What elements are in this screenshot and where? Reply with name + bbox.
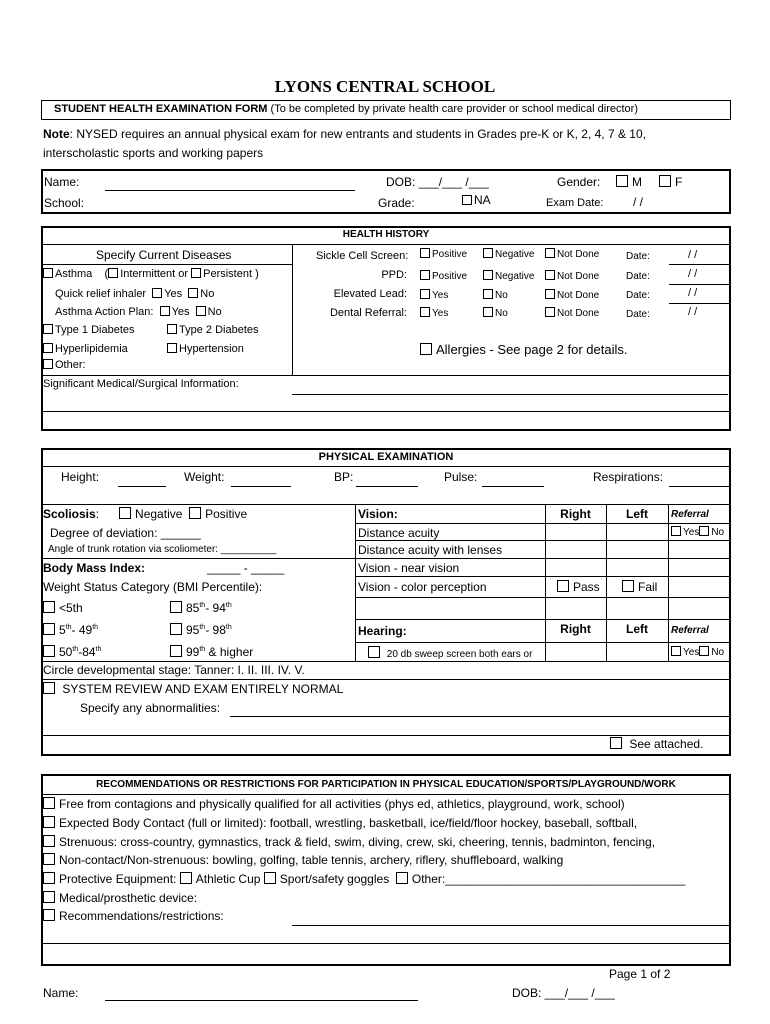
note-label: Note	[43, 127, 70, 141]
divider	[355, 576, 730, 577]
option-label: 5	[59, 623, 66, 637]
date-label: Date:	[626, 309, 650, 320]
bmi-label: Body Mass Index:	[43, 561, 146, 575]
pass-label: Pass	[573, 580, 600, 594]
exam-date-field[interactable]: / /	[633, 195, 644, 209]
option-label: No	[495, 290, 508, 301]
percentile-50-84[interactable]	[43, 645, 101, 659]
option-label: -84	[78, 645, 96, 659]
checkbox[interactable]	[483, 248, 493, 258]
date-field[interactable]: / /	[688, 306, 698, 318]
sup: th	[65, 624, 72, 631]
rec-label: Protective Equipment:	[59, 872, 177, 886]
sup: th	[92, 624, 99, 631]
fail-checkbox[interactable]	[622, 580, 634, 592]
option-label: - 49	[71, 623, 93, 637]
intermittent-checkbox[interactable]	[108, 268, 118, 278]
goggles-label: Sport/safety goggles	[279, 872, 390, 886]
dental-a[interactable]	[420, 307, 448, 319]
na-checkbox[interactable]	[462, 195, 472, 205]
vision-label: Vision:	[358, 507, 398, 521]
gender-f[interactable]	[659, 175, 682, 189]
allergies-checkbox[interactable]	[420, 343, 432, 355]
yes-label: Yes	[683, 647, 700, 658]
rec-label: Expected Body Contact (full or limited): football, wrestling, basketball, ice/field/floor hockey, baseball, softball,	[59, 816, 638, 830]
persistent-checkbox[interactable]	[191, 268, 201, 278]
left-header: Left	[626, 622, 648, 636]
percentile-95-98[interactable]	[170, 623, 232, 637]
positive-label: Positive	[205, 507, 248, 521]
checkbox[interactable]	[43, 891, 55, 903]
color-perception: Vision - color perception	[358, 580, 487, 594]
footer-name-label: Name:	[43, 986, 79, 1000]
checkbox[interactable]	[483, 289, 493, 299]
dob-field[interactable]: DOB: ___/___ /___	[386, 175, 489, 189]
system-normal-label: SYSTEM REVIEW AND EXAM ENTIRELY NORMAL	[62, 682, 344, 696]
form-title-text: STUDENT HEALTH EXAMINATION FORM	[54, 103, 268, 115]
divider	[42, 504, 730, 505]
date-label: Date:	[626, 271, 650, 282]
checkbox[interactable]	[170, 623, 182, 635]
goggles-checkbox[interactable]	[264, 872, 276, 884]
quick-no-checkbox[interactable]	[188, 288, 198, 298]
name-label: Name:	[44, 175, 80, 189]
gender-m-label: M	[632, 175, 642, 189]
divider	[42, 375, 730, 376]
yes-label: Yes	[683, 527, 700, 538]
rec-item[interactable]	[43, 797, 625, 811]
sweep-checkbox[interactable]	[368, 646, 380, 658]
checkbox[interactable]	[43, 835, 55, 847]
ppd-b[interactable]	[483, 270, 534, 282]
allergies-label: Allergies - See page 2 for details.	[436, 342, 628, 357]
type2-label: Type 2 Diabetes	[179, 324, 259, 336]
divider	[355, 558, 730, 559]
date-field[interactable]: / /	[688, 287, 698, 299]
divider	[42, 411, 730, 412]
form-title	[54, 103, 638, 115]
sickle-label: Sickle Cell Screen:	[316, 250, 409, 262]
type2-row	[167, 324, 259, 336]
divider	[355, 619, 730, 620]
divider	[355, 504, 356, 661]
system-normal[interactable]	[43, 682, 343, 696]
checkbox[interactable]	[545, 270, 555, 280]
option-label: <5th	[59, 601, 83, 615]
percentile-lt5[interactable]	[43, 601, 83, 615]
hypertension-row	[167, 343, 244, 355]
checkbox[interactable]	[43, 623, 55, 635]
pulse-label: Pulse:	[444, 470, 478, 484]
other-checkbox[interactable]	[396, 872, 408, 884]
physical-exam-header: PHYSICAL EXAMINATION	[318, 451, 454, 463]
action-plan-label: Asthma Action Plan:	[55, 306, 154, 318]
persistent-label: Persistent )	[203, 268, 259, 280]
asthma-row	[43, 268, 259, 280]
sup: th	[199, 646, 206, 653]
health-history-header: HEALTH HISTORY	[342, 229, 430, 240]
checkbox[interactable]	[420, 289, 430, 299]
checkbox[interactable]	[483, 307, 493, 317]
type1-checkbox[interactable]	[43, 324, 53, 334]
gender-f-label: F	[675, 175, 683, 189]
divider	[42, 244, 730, 245]
divider	[606, 504, 607, 661]
page-number: Page 1 of 2	[609, 967, 671, 981]
referral-header: Referral	[671, 509, 709, 520]
hearing-referral	[671, 646, 724, 658]
dental-c[interactable]	[545, 307, 599, 319]
divider	[42, 943, 730, 944]
checkbox[interactable]	[483, 270, 493, 280]
yes-label: Yes	[164, 288, 183, 300]
asthma-checkbox[interactable]	[43, 268, 53, 278]
other-row	[43, 359, 86, 371]
divider	[668, 504, 669, 661]
type1-label: Type 1 Diabetes	[55, 324, 135, 336]
weight-status-label: Weight Status Category (BMI Percentile):	[43, 580, 263, 594]
sup: th	[95, 646, 102, 653]
option-label: Positive	[432, 249, 468, 260]
option-label: Not Done	[557, 271, 600, 282]
referral-yes-checkbox[interactable]	[671, 526, 681, 536]
lead-c[interactable]	[545, 289, 599, 301]
scoliosis-positive-checkbox[interactable]	[189, 507, 201, 519]
significant-line[interactable]	[292, 394, 728, 395]
sickle-b[interactable]	[483, 248, 534, 260]
rec-label: Strenuous: cross-country, gymnastics, track & field, swim, diving, crew, ski, cheering, tennis, badminton, fencing,	[59, 835, 656, 849]
option-label: 95	[186, 623, 200, 637]
option-label: Yes	[432, 290, 449, 301]
divider	[355, 540, 730, 541]
note	[43, 127, 646, 141]
date-line	[669, 264, 729, 265]
color-fail[interactable]	[622, 580, 657, 594]
divider	[292, 244, 293, 376]
restrictions-line[interactable]	[292, 925, 729, 926]
date-line	[669, 303, 729, 304]
other-label: Other:	[55, 359, 86, 371]
rec-medical[interactable]	[43, 891, 197, 905]
athletic-cup-checkbox[interactable]	[180, 872, 192, 884]
sup: th	[199, 624, 206, 631]
ppd-c[interactable]	[545, 270, 599, 282]
divider	[42, 794, 730, 795]
distance-acuity: Distance acuity	[358, 526, 440, 540]
significant-label: Significant Medical/Surgical Information:	[43, 378, 239, 390]
pass-checkbox[interactable]	[557, 580, 569, 592]
gender-f-checkbox[interactable]	[659, 175, 671, 187]
scoliosis-row	[43, 507, 247, 521]
divider	[42, 558, 355, 559]
checkbox[interactable]	[170, 645, 182, 657]
bmi-field[interactable]: _____ - _____	[207, 561, 285, 575]
hypertension-checkbox[interactable]	[167, 343, 177, 353]
option-label: Not Done	[557, 290, 600, 301]
hearing-label: Hearing:	[358, 624, 407, 638]
other-label: Other:____________________________________	[411, 872, 686, 886]
respirations-label: Respirations:	[593, 470, 664, 484]
checkbox[interactable]	[43, 853, 55, 865]
dental-b[interactable]	[483, 307, 508, 319]
checkbox[interactable]	[43, 797, 55, 809]
referral-no-checkbox[interactable]	[699, 646, 709, 656]
intermittent-label: Intermittent or	[120, 268, 189, 280]
quick-relief-row	[55, 288, 214, 300]
divider	[42, 466, 730, 467]
lead-label: Elevated Lead:	[333, 288, 407, 300]
hyperlipidemia-checkbox[interactable]	[43, 343, 53, 353]
bp-label: BP:	[334, 470, 354, 484]
form-subtitle: (To be completed by private health care provider or school medical director)	[270, 103, 638, 115]
hyperlipidemia-label: Hyperlipidemia	[55, 343, 128, 355]
negative-label: Negative	[135, 507, 183, 521]
school-label: School:	[44, 196, 85, 210]
footer-dob[interactable]: DOB: ___/___ /___	[512, 986, 615, 1000]
footer-name-line[interactable]	[105, 1000, 418, 1001]
checkbox[interactable]	[43, 909, 55, 921]
type1-row	[43, 324, 135, 336]
sweep-label: 20 db sweep screen both ears or	[386, 649, 533, 660]
left-header: Left	[626, 507, 648, 521]
checkbox[interactable]	[420, 248, 430, 258]
name-line[interactable]	[105, 190, 355, 191]
scoliosis-label: Scoliosis	[43, 507, 96, 521]
divider	[42, 735, 730, 736]
option-label: Positive	[432, 271, 468, 282]
percentile-99[interactable]	[170, 645, 253, 659]
dental-label: Dental Referral:	[329, 307, 407, 319]
right-header: Right	[560, 507, 591, 521]
sickle-a[interactable]	[420, 248, 467, 260]
divider	[355, 642, 730, 643]
color-pass[interactable]	[557, 580, 600, 594]
quick-yes-checkbox[interactable]	[152, 288, 162, 298]
note-text-2: interscholastic sports and working papers	[43, 146, 264, 160]
sup: th	[199, 602, 206, 609]
athletic-cup-label: Athletic Cup	[195, 872, 261, 886]
option-label: & higher	[208, 645, 254, 659]
rec-label: Non-contact/Non-strenuous: bowling, golfing, table tennis, archery, riflery, shuffleboard, walking	[59, 853, 564, 867]
lead-a[interactable]	[420, 289, 448, 301]
sickle-c[interactable]	[545, 248, 599, 260]
hypertension-label: Hypertension	[179, 343, 244, 355]
na-label: NA	[474, 193, 491, 207]
action-plan-row	[55, 306, 222, 318]
rec-item[interactable]	[43, 835, 655, 849]
no-label: No	[711, 647, 725, 658]
specify-diseases: Specify Current Diseases	[96, 248, 232, 262]
system-normal-checkbox[interactable]	[43, 682, 55, 694]
divider	[42, 679, 730, 680]
fail-label: Fail	[638, 580, 658, 594]
checkbox[interactable]	[43, 645, 55, 657]
na-option[interactable]	[462, 193, 491, 207]
referral-header: Referral	[671, 625, 709, 636]
exam-date-label: Exam Date:	[546, 197, 604, 209]
no-label: No	[200, 288, 215, 300]
paren: (	[104, 268, 109, 280]
asthma-label: Asthma	[55, 268, 93, 280]
near-vision: Vision - near vision	[358, 561, 460, 575]
respirations-line[interactable]	[669, 486, 729, 487]
option-label: Yes	[432, 308, 449, 319]
note-text: : NYSED requires an annual physical exam for new entrants and students in Grades pre-K or K, 2, 4, 7 & 10,	[69, 127, 646, 141]
option-label: - 98	[205, 623, 226, 637]
page-title: LYONS CENTRAL SCHOOL	[274, 77, 496, 96]
sup: th	[225, 602, 232, 609]
referral-yes-checkbox[interactable]	[671, 646, 681, 656]
rec-item[interactable]	[43, 853, 563, 867]
lead-b[interactable]	[483, 289, 508, 301]
abnormalities-line[interactable]	[230, 716, 729, 717]
option-label: No	[495, 308, 508, 319]
height-label: Height:	[61, 470, 100, 484]
tanner-stage[interactable]: Circle developmental stage: Tanner: I. II. III. IV. V.	[43, 663, 305, 677]
rec-label: Medical/prosthetic device:	[59, 891, 198, 905]
see-attached-label: See attached.	[629, 737, 704, 751]
gender-label: Gender:	[557, 175, 601, 189]
allergies[interactable]	[420, 342, 628, 357]
pulse-line[interactable]	[482, 486, 544, 487]
distance-acuity-lenses: Distance acuity with lenses	[358, 543, 503, 557]
checkbox[interactable]	[545, 307, 555, 317]
checkbox[interactable]	[43, 872, 55, 884]
checkbox[interactable]	[43, 601, 55, 613]
abnormalities-label: Specify any abnormalities:	[80, 701, 221, 715]
rec-label: Recommendations/restrictions:	[59, 909, 224, 923]
type2-checkbox[interactable]	[167, 324, 177, 334]
percentile-85-94[interactable]	[170, 601, 232, 615]
sup: th	[225, 624, 232, 631]
date-field[interactable]: / /	[688, 249, 698, 261]
scoliosis-negative-checkbox[interactable]	[119, 507, 131, 519]
option-label: Negative	[495, 249, 535, 260]
divider	[42, 264, 292, 265]
date-line	[669, 284, 729, 285]
gender-m[interactable]	[616, 175, 642, 189]
deviation-field[interactable]: Degree of deviation: ______	[50, 526, 201, 540]
bp-line[interactable]	[356, 486, 418, 487]
yes-label: Yes	[171, 306, 190, 318]
checkbox[interactable]	[545, 248, 555, 258]
angle-field[interactable]: Angle of trunk rotation via scoliometer: __________	[48, 544, 277, 555]
option-label: Not Done	[557, 249, 600, 260]
divider	[42, 661, 730, 662]
rec-label: Free from contagions and physically qualified for all activities (phys ed, athletics, playground, work, school)	[59, 797, 625, 811]
see-attached-checkbox[interactable]	[610, 737, 622, 749]
option-label: Not Done	[557, 308, 600, 319]
sweep-screen[interactable]	[368, 646, 532, 660]
hyperlipidemia-row	[43, 343, 128, 355]
no-label: No	[711, 527, 725, 538]
rec-item[interactable]	[43, 816, 637, 830]
height-line[interactable]	[118, 486, 166, 487]
no-label: No	[207, 306, 222, 318]
other-checkbox[interactable]	[43, 359, 53, 369]
right-header: Right	[560, 622, 591, 636]
quick-relief-label: Quick relief inhaler	[55, 288, 147, 300]
divider	[545, 504, 546, 661]
sup: th	[72, 646, 79, 653]
checkbox[interactable]	[420, 270, 430, 280]
action-yes-checkbox[interactable]	[160, 306, 170, 316]
action-no-checkbox[interactable]	[196, 306, 206, 316]
option-label: - 94	[205, 601, 226, 615]
option-label: 50	[59, 645, 73, 659]
option-label: 99	[186, 645, 200, 659]
rec-restrictions[interactable]	[43, 909, 224, 923]
date-field[interactable]: / /	[688, 268, 698, 280]
see-attached[interactable]	[610, 737, 703, 751]
divider	[355, 523, 730, 524]
gender-m-checkbox[interactable]	[616, 175, 628, 187]
date-label: Date:	[626, 251, 650, 262]
weight-label: Weight:	[184, 470, 225, 484]
divider	[355, 597, 730, 598]
ppd-label: PPD:	[381, 269, 407, 281]
referral-no-checkbox[interactable]	[699, 526, 709, 536]
grade-label: Grade:	[378, 196, 415, 210]
colon: :	[95, 507, 100, 521]
checkbox[interactable]	[170, 601, 182, 613]
weight-line[interactable]	[231, 486, 291, 487]
ppd-a[interactable]	[420, 270, 467, 282]
option-label: Negative	[495, 271, 535, 282]
rec-protective[interactable]	[43, 872, 685, 886]
percentile-5-49[interactable]	[43, 623, 98, 637]
date-label: Date:	[626, 290, 650, 301]
checkbox[interactable]	[420, 307, 430, 317]
checkbox[interactable]	[545, 289, 555, 299]
option-label: 85	[186, 601, 200, 615]
checkbox[interactable]	[43, 816, 55, 828]
vision-referral	[671, 526, 724, 538]
recommendations-header: RECOMMENDATIONS OR RESTRICTIONS FOR PARTICIPATION IN PHYSICAL EDUCATION/SPORTS/PLAYGROUND/WORK	[96, 779, 676, 790]
